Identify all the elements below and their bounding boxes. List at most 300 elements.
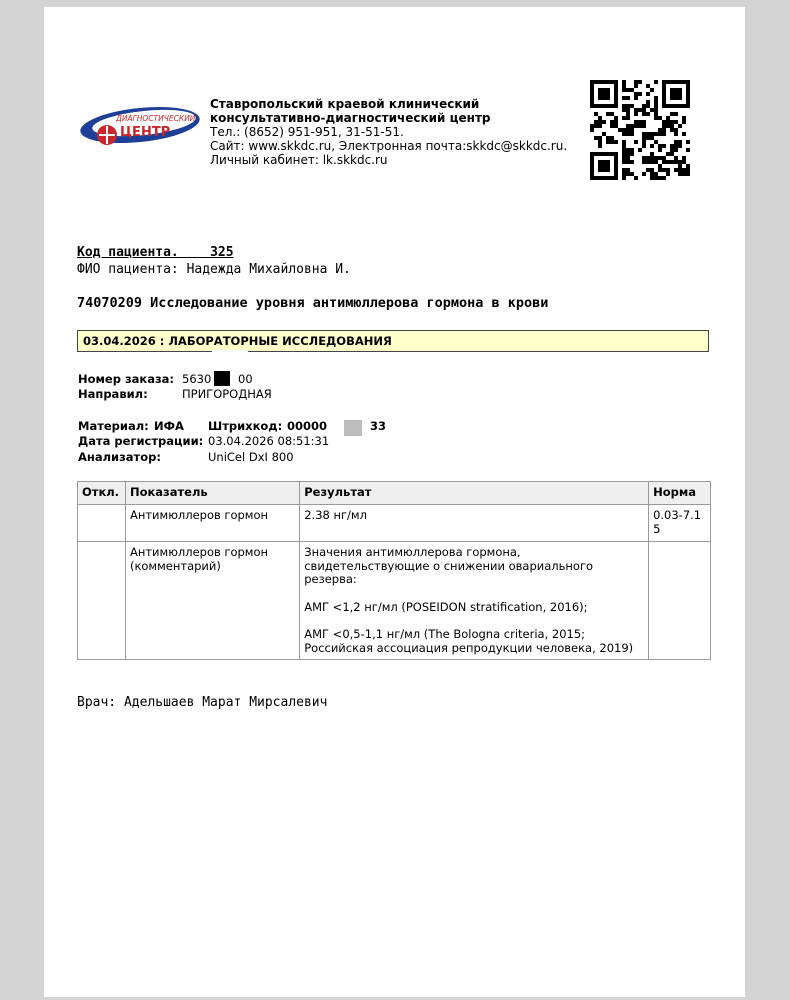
qr-module (654, 108, 658, 112)
doctor-name: Адельшаев Марат Мирсалевич (123, 695, 328, 710)
qr-module (634, 120, 638, 124)
qr-module (682, 120, 686, 124)
qr-module (606, 164, 610, 168)
qr-module (646, 132, 650, 136)
qr-module (602, 80, 606, 84)
qr-module (642, 120, 646, 124)
qr-module (638, 80, 642, 84)
cell-indicator: Антимюллеров гормон (комментарий) (125, 542, 299, 660)
qr-module (602, 88, 606, 92)
qr-module (630, 148, 634, 152)
qr-module (658, 156, 662, 160)
qr-module (654, 80, 658, 84)
qr-module (622, 152, 626, 156)
qr-module (674, 128, 678, 132)
qr-module (590, 80, 594, 84)
barcode-label: Штрихкод: (208, 419, 283, 433)
qr-module (670, 96, 674, 100)
qr-module (598, 124, 602, 128)
patient-name-label: ФИО пациента: (77, 262, 179, 277)
qr-module (598, 92, 602, 96)
qr-module (630, 124, 634, 128)
qr-module (594, 104, 598, 108)
qr-module (634, 96, 638, 100)
doctor-label: Врач: (77, 695, 117, 710)
qr-module (622, 156, 626, 160)
qr-module (626, 112, 630, 116)
qr-module (614, 120, 618, 124)
qr-module (650, 176, 654, 180)
qr-module (590, 160, 594, 164)
qr-module (686, 104, 690, 108)
qr-module (654, 172, 658, 176)
qr-module (606, 92, 610, 96)
qr-module (662, 144, 666, 148)
redaction-block (344, 420, 362, 436)
qr-module (602, 164, 606, 168)
qr-module (614, 160, 618, 164)
qr-module (686, 80, 690, 84)
qr-module (590, 128, 594, 132)
cell-norm: 0.03-7.15 (649, 505, 711, 542)
qr-module (654, 160, 658, 164)
qr-module (670, 124, 674, 128)
org-cabinet: Личный кабинет: lk.skkdc.ru (210, 153, 388, 167)
qr-module (622, 128, 626, 132)
qr-module (666, 80, 670, 84)
qr-module (630, 128, 634, 132)
qr-module (650, 156, 654, 160)
qr-module (670, 144, 674, 148)
qr-module (654, 100, 658, 104)
qr-module (670, 104, 674, 108)
cell-result-comment (300, 542, 649, 660)
cell-deviation (78, 505, 126, 542)
qr-module (682, 168, 686, 172)
qr-module (598, 96, 602, 100)
qr-module (678, 88, 682, 92)
qr-module (662, 120, 666, 124)
qr-module (602, 168, 606, 172)
qr-module (594, 120, 598, 124)
qr-module (642, 112, 646, 116)
qr-module (606, 152, 610, 156)
qr-code (590, 80, 690, 180)
qr-module (598, 80, 602, 84)
qr-module (646, 104, 650, 108)
qr-module (598, 88, 602, 92)
qr-module (678, 104, 682, 108)
qr-module (626, 108, 630, 112)
referred-label: Направил: (78, 387, 148, 401)
qr-module (598, 144, 602, 148)
order-number-end: 00 (238, 372, 253, 386)
patient-code-label: Код пациента. (77, 245, 179, 260)
cell-norm (649, 542, 711, 660)
qr-module (662, 100, 666, 104)
qr-module (666, 172, 670, 176)
qr-module (634, 112, 638, 116)
qr-module (622, 172, 626, 176)
col-indicator: Показатель (125, 482, 299, 505)
diagnostic-center-logo (80, 99, 202, 151)
qr-module (614, 164, 618, 168)
qr-module (614, 156, 618, 160)
qr-module (682, 80, 686, 84)
qr-module (622, 104, 626, 108)
qr-module (614, 80, 618, 84)
qr-module (674, 148, 678, 152)
org-name-line-2: консультативно-диагностический центр (210, 111, 491, 125)
qr-module (674, 80, 678, 84)
qr-module (630, 152, 634, 156)
qr-module (590, 104, 594, 108)
qr-module (610, 104, 614, 108)
qr-module (634, 124, 638, 128)
qr-module (678, 140, 682, 144)
qr-module (662, 128, 666, 132)
qr-module (666, 104, 670, 108)
qr-module (674, 120, 678, 124)
qr-module (654, 132, 658, 136)
qr-module (614, 168, 618, 172)
qr-module (642, 124, 646, 128)
qr-module (602, 104, 606, 108)
qr-module (590, 164, 594, 168)
section-date: 03.04.2026 (83, 334, 156, 348)
qr-module (670, 148, 674, 152)
qr-module (602, 120, 606, 124)
qr-module (678, 172, 682, 176)
qr-module (614, 152, 618, 156)
logo-text-main: ЦЕНТР (120, 125, 171, 140)
qr-module (622, 84, 626, 88)
lab-report-page (44, 7, 745, 997)
qr-module (682, 132, 686, 136)
org-name-line-1: Ставропольский краевой клинический (210, 97, 480, 111)
qr-module (650, 136, 654, 140)
qr-module (674, 156, 678, 160)
qr-module (642, 144, 646, 148)
col-result: Результат (300, 482, 649, 505)
qr-module (622, 132, 626, 136)
qr-module (662, 88, 666, 92)
qr-module (614, 176, 618, 180)
qr-module (650, 88, 654, 92)
qr-module (626, 128, 630, 132)
qr-module (686, 140, 690, 144)
qr-module (662, 176, 666, 180)
qr-module (662, 92, 666, 96)
organization-info (210, 97, 590, 167)
qr-module (654, 112, 658, 116)
cell-result: 2.38 нг/мл (300, 505, 649, 542)
qr-module (686, 96, 690, 100)
qr-module (646, 100, 650, 104)
qr-module (622, 96, 626, 100)
qr-module (622, 160, 626, 164)
qr-module (626, 116, 630, 120)
qr-module (686, 164, 690, 168)
qr-module (634, 84, 638, 88)
qr-module (626, 104, 630, 108)
registration-date-value: 03.04.2026 08:51:31 (208, 434, 330, 448)
logo-text-top: ДИАГНОСТИЧЕСКИЙ (116, 114, 196, 123)
qr-module (626, 96, 630, 100)
col-deviation: Откл. (78, 482, 126, 505)
qr-module (662, 132, 666, 136)
doctor-signature-line (77, 695, 327, 710)
qr-module (622, 88, 626, 92)
patient-code-value: 325 (210, 245, 234, 260)
qr-module (606, 96, 610, 100)
qr-module (674, 160, 678, 164)
qr-module (602, 176, 606, 180)
qr-module (654, 140, 658, 144)
qr-module (602, 92, 606, 96)
qr-module (626, 88, 630, 92)
qr-module (678, 80, 682, 84)
redaction-block (214, 371, 230, 386)
qr-module (678, 144, 682, 148)
qr-module (598, 164, 602, 168)
qr-module (658, 144, 662, 148)
qr-module (634, 92, 638, 96)
qr-module (654, 116, 658, 120)
qr-module (594, 112, 598, 116)
qr-module (642, 156, 646, 160)
qr-module (666, 116, 670, 120)
qr-module (614, 104, 618, 108)
qr-module (602, 160, 606, 164)
qr-module (598, 104, 602, 108)
qr-module (630, 132, 634, 136)
qr-module (634, 176, 638, 180)
table-row (78, 505, 711, 542)
qr-module (666, 124, 670, 128)
qr-module (666, 168, 670, 172)
qr-module (674, 140, 678, 144)
qr-module (686, 100, 690, 104)
qr-module (626, 124, 630, 128)
qr-module (670, 152, 674, 156)
qr-module (606, 160, 610, 164)
qr-module (614, 100, 618, 104)
qr-module (642, 140, 646, 144)
qr-module (606, 140, 610, 144)
qr-module (686, 88, 690, 92)
qr-module (622, 140, 626, 144)
qr-module (662, 168, 666, 172)
material-value: ИФА (154, 419, 184, 433)
qr-module (626, 168, 630, 172)
qr-module (598, 116, 602, 120)
qr-module (606, 176, 610, 180)
qr-module (650, 168, 654, 172)
qr-module (658, 164, 662, 168)
referred-value: ПРИГОРОДНАЯ (182, 387, 272, 401)
qr-module (626, 156, 630, 160)
qr-module (598, 120, 602, 124)
qr-module (678, 96, 682, 100)
barcode-start: 00000 (287, 419, 328, 433)
qr-module (642, 132, 646, 136)
qr-module (674, 92, 678, 96)
qr-module (630, 88, 634, 92)
qr-module (626, 160, 630, 164)
qr-module (590, 88, 594, 92)
qr-module (658, 116, 662, 120)
qr-module (610, 140, 614, 144)
qr-module (682, 116, 686, 120)
qr-module (666, 120, 670, 124)
qr-module (614, 84, 618, 88)
qr-module (626, 152, 630, 156)
qr-module (594, 176, 598, 180)
qr-module (634, 108, 638, 112)
qr-module (610, 120, 614, 124)
qr-module (670, 112, 674, 116)
qr-module (670, 80, 674, 84)
qr-module (626, 132, 630, 136)
qr-module (650, 132, 654, 136)
qr-module (626, 172, 630, 176)
qr-module (590, 176, 594, 180)
qr-module (654, 96, 658, 100)
qr-module (602, 152, 606, 156)
org-phone: Тел.: (8652) 951-951, 31-51-51. (210, 125, 404, 139)
table-header-row (78, 482, 711, 505)
patient-code (77, 245, 234, 260)
qr-module (602, 132, 606, 136)
qr-module (634, 140, 638, 144)
qr-module (638, 148, 642, 152)
qr-module (642, 160, 646, 164)
qr-module (614, 140, 618, 144)
redaction-mask (212, 350, 248, 364)
qr-module (674, 144, 678, 148)
qr-module (634, 80, 638, 84)
qr-module (598, 176, 602, 180)
qr-module (662, 84, 666, 88)
registration-date-label: Дата регистрации: (78, 434, 204, 448)
qr-module (598, 160, 602, 164)
cell-indicator: Антимюллеров гормон (125, 505, 299, 542)
qr-module (606, 168, 610, 172)
qr-module (646, 168, 650, 172)
qr-module (666, 160, 670, 164)
analyzer-value: UniCel DxI 800 (208, 450, 294, 464)
qr-module (638, 120, 642, 124)
qr-module (630, 160, 634, 164)
qr-module (646, 160, 650, 164)
qr-module (610, 136, 614, 140)
qr-module (662, 156, 666, 160)
qr-module (674, 104, 678, 108)
qr-module (622, 148, 626, 152)
qr-module (670, 128, 674, 132)
cell-deviation (78, 542, 126, 660)
order-number-label: Номер заказа: (78, 372, 175, 386)
qr-module (622, 144, 626, 148)
qr-module (654, 176, 658, 180)
qr-module (606, 104, 610, 108)
qr-module (662, 80, 666, 84)
qr-module (590, 172, 594, 176)
qr-module (630, 172, 634, 176)
section-banner: 03.04.2026 : ЛАБОРАТОРНЫЕ ИССЛЕДОВАНИЯ (77, 330, 709, 352)
qr-module (678, 160, 682, 164)
qr-module (670, 88, 674, 92)
qr-module (642, 172, 646, 176)
qr-module (642, 104, 646, 108)
qr-module (674, 112, 678, 116)
qr-module (614, 172, 618, 176)
qr-module (650, 108, 654, 112)
qr-module (610, 112, 614, 116)
qr-module (658, 132, 662, 136)
qr-module (638, 124, 642, 128)
qr-module (674, 88, 678, 92)
qr-module (662, 104, 666, 108)
qr-module (662, 160, 666, 164)
qr-module (594, 152, 598, 156)
qr-module (590, 100, 594, 104)
comment-paragraph: АМГ <1,2 нг/мл (POSEIDON stratification, 2016); (304, 599, 588, 614)
qr-module (682, 160, 686, 164)
qr-module (646, 156, 650, 160)
qr-module (598, 152, 602, 156)
qr-module (618, 128, 622, 132)
order-number-start: 5630 (182, 372, 212, 386)
qr-module (606, 88, 610, 92)
qr-module (626, 148, 630, 152)
qr-module (646, 92, 650, 96)
material-label: Материал: (78, 419, 149, 433)
qr-module (682, 104, 686, 108)
qr-module (622, 108, 626, 112)
qr-module (658, 148, 662, 152)
qr-module (666, 152, 670, 156)
qr-module (674, 96, 678, 100)
qr-module (642, 136, 646, 140)
qr-module (610, 176, 614, 180)
qr-module (606, 112, 610, 116)
table-row (78, 542, 711, 660)
qr-module (614, 96, 618, 100)
qr-module (678, 124, 682, 128)
qr-module (662, 96, 666, 100)
qr-module (590, 96, 594, 100)
comment-paragraph: Значения антимюллерова гормона, свидетельствующие о снижении овариального резерва: (304, 545, 594, 586)
qr-module (654, 156, 658, 160)
patient-name-value: Надежда Михайловна И. (186, 262, 351, 277)
qr-module (590, 152, 594, 156)
qr-module (594, 136, 598, 140)
qr-module (610, 152, 614, 156)
qr-module (662, 124, 666, 128)
analyzer-label: Анализатор: (78, 450, 161, 464)
qr-module (650, 152, 654, 156)
qr-module (654, 104, 658, 108)
qr-module (622, 176, 626, 180)
results-table (77, 481, 711, 660)
qr-module (642, 108, 646, 112)
qr-module (590, 156, 594, 160)
qr-module (590, 124, 594, 128)
qr-module (646, 84, 650, 88)
section-title: ЛАБОРАТОРНЫЕ ИССЛЕДОВАНИЯ (168, 334, 392, 348)
